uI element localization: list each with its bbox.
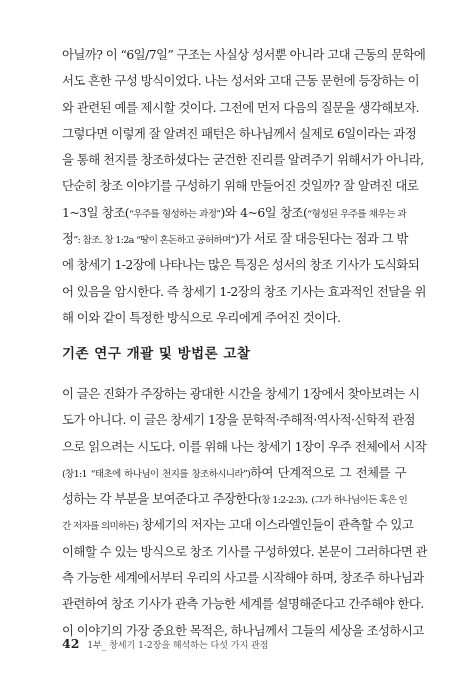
text-line — [62, 200, 406, 226]
text-line: 단순히 창조 이야기를 구성하기 위해 만들어진 것일까? 잘 알려진 대로 — [62, 178, 419, 194]
page-footer — [62, 636, 268, 651]
text-segment: . — [304, 491, 312, 507]
text-segment: )가 서로 잘 대응된다는 점과 그 밖 — [234, 231, 408, 247]
page-number: 42 — [62, 636, 80, 651]
text-segment: )와 4~6일 창조( — [220, 204, 308, 220]
text-segment: 하여 단계적으로 그 전체를 구 — [250, 464, 406, 480]
text-line: 이 이야기의 가장 중요한 목적은, 하나님께서 그들의 세상을 조성하시고 — [62, 622, 424, 638]
section-heading: 기존 연구 개괄 및 방법론 고찰 — [62, 346, 251, 362]
text-line: 아닐까? 이 “6일/7일” 구조는 사실상 성서뿐 아니라 고대 근동의 문학에 — [62, 47, 426, 62]
text-line: 이 글은 진화가 주장하는 광대한 시간을 창세기 1장에서 찾아보려는 시 — [62, 386, 420, 401]
text-line: 관련하여 창조 기사가 관측 가능한 세계를 설명해준다고 간주해야 한다. — [62, 596, 424, 612]
text-line: 을 통해 천지를 창조하셨다는 굳건한 진리를 알려주기 위해서가 아니라, — [62, 152, 424, 168]
text-line: 에 창세기 1-2장에 나타나는 많은 특징은 성서의 창조 기사가 도식화되 — [62, 257, 420, 273]
paragraph-method — [62, 381, 428, 644]
inline-note: 간 저자를 의미하든) — [62, 521, 139, 533]
inline-note: (창 1:2-2:3) — [258, 495, 305, 507]
text-line: 서도 흔한 구성 방식이었다. 나는 성서와 고대 근동 문헌에 등장하는 이 — [62, 73, 420, 89]
text-segment: 정 — [62, 231, 74, 247]
text-segment: 1~3일 창조( — [62, 204, 130, 220]
text-segment: 창세기의 저자는 고대 이스라엘인들이 관측할 수 있고 — [138, 517, 414, 533]
text-line: 도가 아니다. 이 글은 창세기 1장을 문학적·주해적·역사적·신학적 관점 — [62, 412, 415, 428]
text-line: 으로 읽으려는 시도다. 이를 위해 나는 창세기 1장이 우주 전체에서 시작 — [62, 438, 427, 454]
text-segment: 성하는 각 부분을 보여준다고 주장한다 — [62, 491, 259, 507]
text-line — [62, 460, 406, 486]
inline-note: (그가 하나님이든 혹은 인 — [311, 495, 408, 507]
text-line: 해 이와 같이 특정한 방식으로 우리에게 주어진 것이다. — [62, 309, 341, 325]
text-line: 그렇다면 이렇게 잘 알려진 패턴은 하나님께서 실제로 6일이라는 과정 — [62, 125, 417, 141]
text-line — [62, 226, 406, 252]
text-line — [62, 486, 406, 512]
inline-note: ”: 참조. 창 1:2a “땅이 혼돈하고 공허하며” — [73, 235, 235, 247]
paragraph-intro — [62, 42, 426, 331]
inline-note: (창1:1 “태초에 하나님이 천지를 창조하시니라”) — [62, 468, 251, 480]
text-line — [62, 512, 414, 538]
text-line: 이해할 수 있는 방식으로 창조 기사를 구성하였다. 본문이 그러하다면 관 — [62, 543, 428, 559]
text-line: 어 있음을 암시한다. 즉 창세기 1-2장의 창조 기사는 효과적인 전달을 위 — [62, 283, 426, 299]
inline-note: “우주를 형성하는 과정” — [129, 208, 221, 220]
text-line: 와 관련된 예를 제시할 것이다. 그전에 먼저 다음의 질문을 생각해보자. — [62, 99, 420, 115]
running-head: 1부_ 창세기 1-2장을 해석하는 다섯 가지 관점 — [87, 641, 269, 651]
text-line: 측 가능한 세계에서부터 우리의 사고를 시작해야 하며, 창조주 하나님과 — [62, 570, 424, 586]
inline-note: “형성된 우주를 채우는 과 — [307, 208, 406, 220]
